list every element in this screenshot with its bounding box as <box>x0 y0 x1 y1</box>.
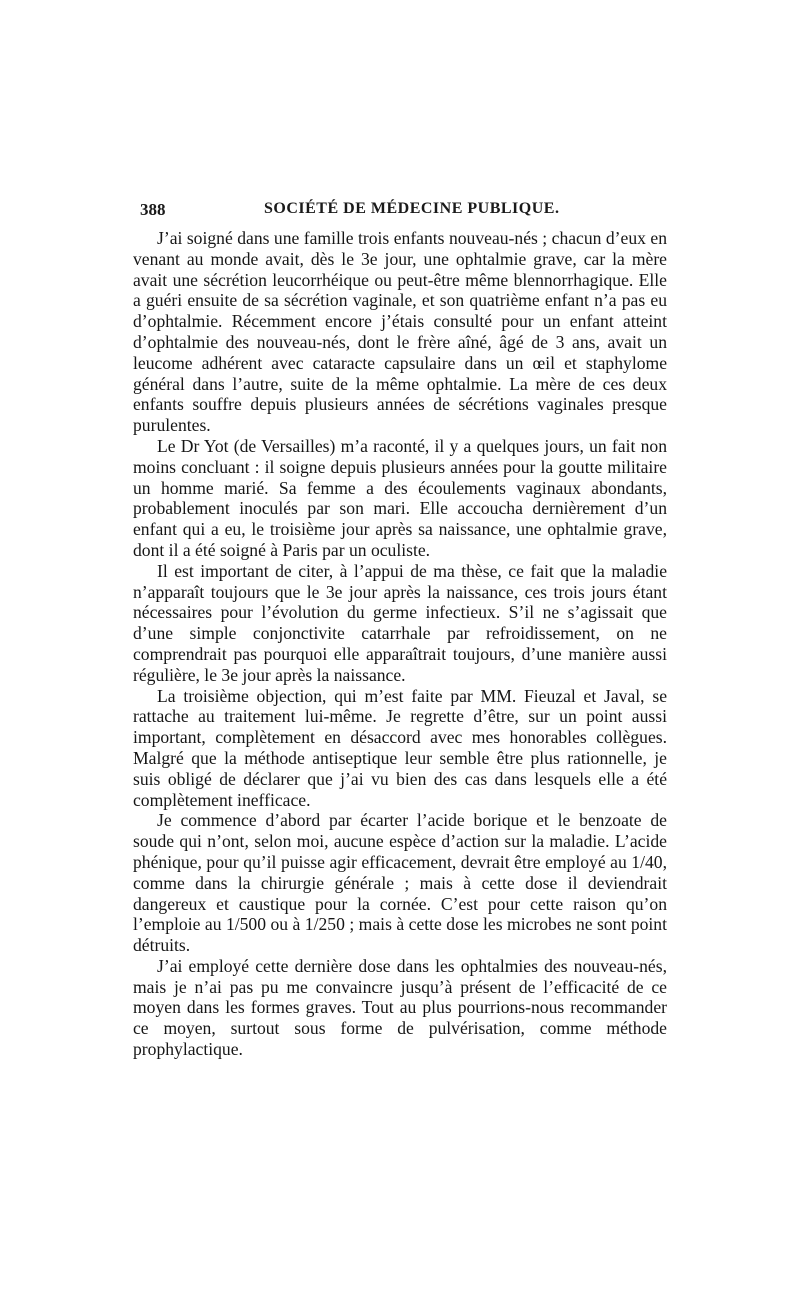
paragraph-4: La troisième objection, qui m’est faite par MM. Fieuzal et Javal, se rattache au traitement lui-même. Je regrette d’être, sur un point aussi important, complètement en désaccord avec mes honorables collègues. Malgré que la méthode antiseptique leur semble être plus rationnelle, je suis obligé de déclarer que j’ai vu bien des cas dans lesquels elle a été complètement inefficace. <box>133 685 667 810</box>
body-text <box>133 228 667 1060</box>
paragraph-6: J’ai employé cette dernière dose dans les ophtalmies des nouveau-nés, mais je n’ai pas pu me convaincre jusqu’à présent de l’efficacité de ce moyen dans les formes graves. Tout au plus pourrions-nous recommander ce moyen, surtout sous forme de pulvérisation, comme méthode prophylactique. <box>133 955 667 1060</box>
paragraph-2: Le Dr Yot (de Versailles) m’a raconté, il y a quelques jours, un fait non moins concluant : il soigne depuis plusieurs années pour la goutte militaire un homme marié. Sa femme a des écoulements vaginaux abondants, probablement inoculés par son mari. Elle accoucha dernièrement d’un enfant qui a eu, le troisième jour après sa naissance, une ophtalmie grave, dont il a été soigné à Paris par un oculiste. <box>133 435 667 560</box>
running-title: SOCIÉTÉ DE MÉDECINE PUBLIQUE. <box>264 200 560 217</box>
page-header <box>140 200 670 224</box>
paragraph-3: Il est important de citer, à l’appui de ma thèse, ce fait que la maladie n’apparaît toujours que le 3e jour après la naissance, ces trois jours étant nécessaires pour l’évolution du germe infectieux. S’il ne s’agissait que d’une simple conjonctivite catarrhale par refroidissement, on ne comprendrait pas pourquoi elle apparaîtrait toujours, d’une manière aussi régulière, le 3e jour après la naissance. <box>133 560 667 685</box>
paragraph-1: J’ai soigné dans une famille trois enfants nouveau-nés ; chacun d’eux en venant au monde avait, dès le 3e jour, une ophtalmie grave, car la mère avait une sécrétion leucorrhéique ou peut-être même blennorrhagique. Elle a guéri ensuite de sa sécrétion vaginale, et son quatrième enfant n’a pas eu d’ophtalmie. Récemment encore j’étais consulté pour un enfant atteint d’ophtalmie des nouveau-nés, dont le frère aîné, âgé de 3 ans, avait un leucome adhérent avec cataracte capsulaire dans un œil et staphylome général dans l’autre, suite de la même ophtalmie. La mère de ces deux enfants souffre depuis plusieurs années de sécrétions vaginales presque purulentes. <box>133 228 667 436</box>
paragraph-5: Je commence d’abord par écarter l’acide borique et le benzoate de soude qui n’ont, selon moi, aucune espèce d’action sur la maladie. L’acide phénique, pour qu’il puisse agir efficacement, devrait être employé au 1/40, comme dans la chirurgie générale ; mais à cette dose il deviendrait dangereux et caustique pour la cornée. C’est pour cette raison qu’on l’emploie au 1/500 ou à 1/250 ; mais à cette dose les microbes ne sont point détruits. <box>133 810 667 956</box>
page-number: 388 <box>140 200 166 219</box>
